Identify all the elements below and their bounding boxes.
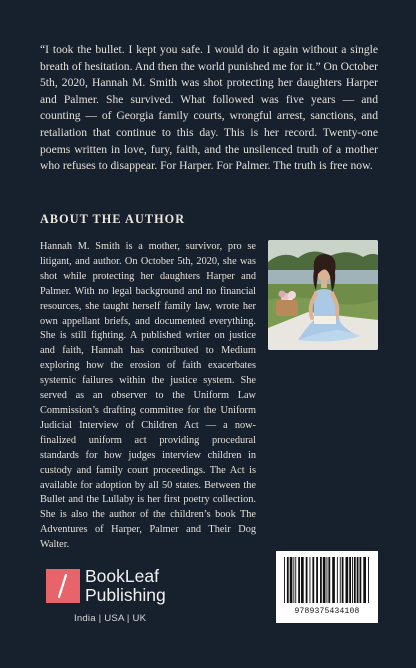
author-photo <box>268 240 378 350</box>
bookleaf-logo-icon <box>46 569 80 603</box>
author-bio: Hannah M. Smith is a mother, survivor, pro se litigant, and author. On October 5th, 2020, she was shot while protecting her daughters Harper and Palmer. With no legal background and no financial resources, she taught herself family law, wrote her own appellant briefs, and documented everything. She is still fighting. A published writer on justice and faith, Hannah has contributed to Medium exploring how the erosion of faith exacerbates systemic failures within the justice system. She served as an observer to the Uniform Law Commission’s drafting committee for the Uniform Judicial Interview of Children Act — a now-finalized uniform act providing procedural standards for how judges interview children in custody and family court proceedings. The Act is available for adoption by all 50 states. Between the Bullet and the Lullaby is her first poetry collection. She is also the author of the children’s book The Adventures of Harper, Palmer and Their Dog Walter. <box>40 241 256 551</box>
publisher-regions: India | USA | UK <box>74 613 147 624</box>
back-cover-blurb: “I took the bullet. I kept you safe. I would do it again without a single breath of hesitation. And then the world punished me for it.” On October 5th, 2020, Hannah M. Smith was shot protecting her daughters Harper and Palmer. She survived. What followed was five years — and counting — of Georgia family courts, wrongful arrest, sanctions, and retaliation that continue to this day. This is her record. Twenty-one poems written in love, fury, faith, and the unsilenced truth of a mother who refuses to disappear. For Harper. For Palmer. The truth is free now. <box>40 43 378 173</box>
isbn-number: 9789375434108 <box>294 607 360 616</box>
publisher-name-line1: BookLeaf <box>85 566 159 586</box>
publisher-name-line2: Publishing <box>85 585 166 605</box>
isbn-barcode <box>276 551 378 623</box>
about-author-heading: ABOUT THE AUTHOR <box>40 212 186 226</box>
barcode-icon <box>276 551 378 607</box>
publisher-block <box>40 566 210 626</box>
